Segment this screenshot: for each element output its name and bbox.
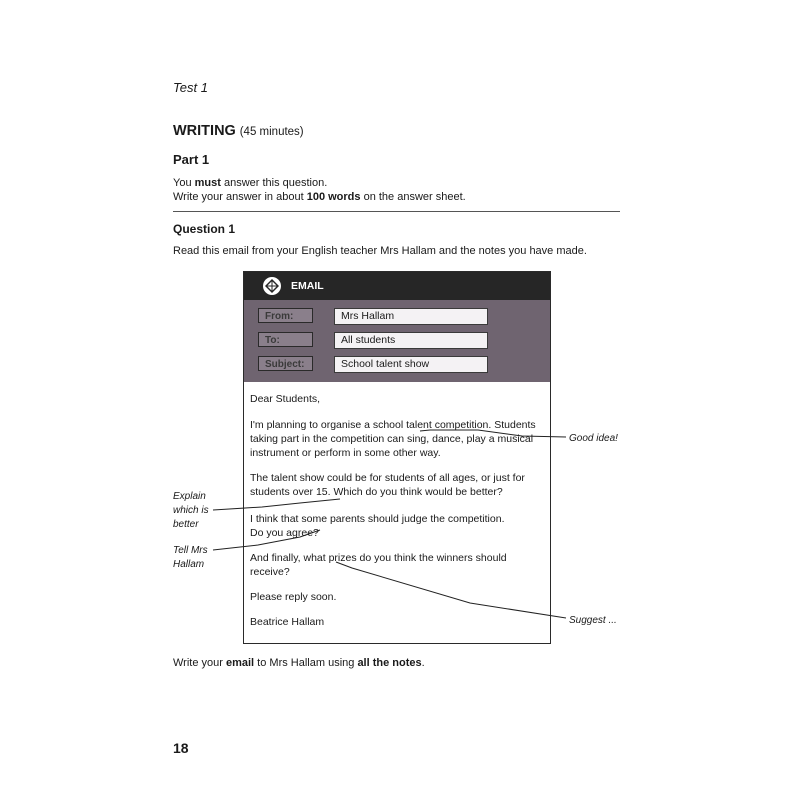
closing-c: to Mrs Hallam using xyxy=(254,657,358,669)
closing-instruction xyxy=(173,657,425,669)
note-explain-2: which is xyxy=(173,505,209,516)
question-intro: Read this email from your English teacher Mrs Hallam and the notes you have made. xyxy=(173,245,587,257)
instr2-c: on the answer sheet. xyxy=(360,191,466,203)
instr2-b: 100 words xyxy=(306,191,361,203)
note-suggest: Suggest ... xyxy=(569,615,617,626)
email-body-line: The talent show could be for students of all ages, or just for xyxy=(250,472,525,484)
email-body-line: students over 15. Which do you think would be better? xyxy=(250,486,503,498)
explain-line xyxy=(213,499,340,510)
note-good-idea: Good idea! xyxy=(569,433,618,444)
note-tell-2: Hallam xyxy=(173,559,205,570)
email-bar-title: EMAIL xyxy=(291,280,324,292)
from-label: From: xyxy=(258,308,313,323)
to-label: To: xyxy=(258,332,313,347)
instr1-b: must xyxy=(194,177,221,189)
closing-b: email xyxy=(225,657,255,669)
note-tell-1: Tell Mrs xyxy=(173,545,208,556)
section-title-text: WRITING xyxy=(173,123,236,139)
suggest-line xyxy=(336,562,566,618)
email-body-line: Do you agree? xyxy=(250,527,319,539)
subject-label: Subject: xyxy=(258,356,313,371)
note-explain-1: Explain xyxy=(173,491,206,502)
email-body-line: taking part in the competition can sing, dance, play a musical xyxy=(250,433,534,445)
closing-e: . xyxy=(421,657,425,669)
page-number: 18 xyxy=(173,740,189,756)
instr1-c: answer this question. xyxy=(220,177,328,189)
from-field: Mrs Hallam xyxy=(334,308,488,325)
email-body-line: receive? xyxy=(250,566,290,578)
section-duration: (45 minutes) xyxy=(239,126,304,138)
to-field: All students xyxy=(334,332,488,349)
good-idea-line xyxy=(420,430,566,437)
tell-line xyxy=(213,530,320,550)
email-body-line: And finally, what prizes do you think the winners should xyxy=(250,552,507,564)
email-body-line: I think that some parents should judge the competition. xyxy=(250,513,505,525)
email-sign-off: Please reply soon. xyxy=(250,591,337,603)
email-body-line: instrument or perform in some other way. xyxy=(250,447,441,459)
closing-d: all the notes xyxy=(357,657,422,669)
email-signature: Beatrice Hallam xyxy=(250,616,325,628)
email-body-line: I'm planning to organise a school talent competition. Students xyxy=(250,419,536,431)
email-greeting: Dear Students, xyxy=(250,393,321,405)
note-explain-3: better xyxy=(173,519,199,530)
part-title: Part 1 xyxy=(173,152,210,167)
instr1-a: You xyxy=(173,177,195,189)
question-title: Question 1 xyxy=(173,222,236,236)
instr2-a: Write your answer in about xyxy=(173,191,307,203)
closing-a: Write your xyxy=(173,657,226,669)
subject-field: School talent show xyxy=(334,356,488,373)
running-head: Test 1 xyxy=(173,80,208,95)
